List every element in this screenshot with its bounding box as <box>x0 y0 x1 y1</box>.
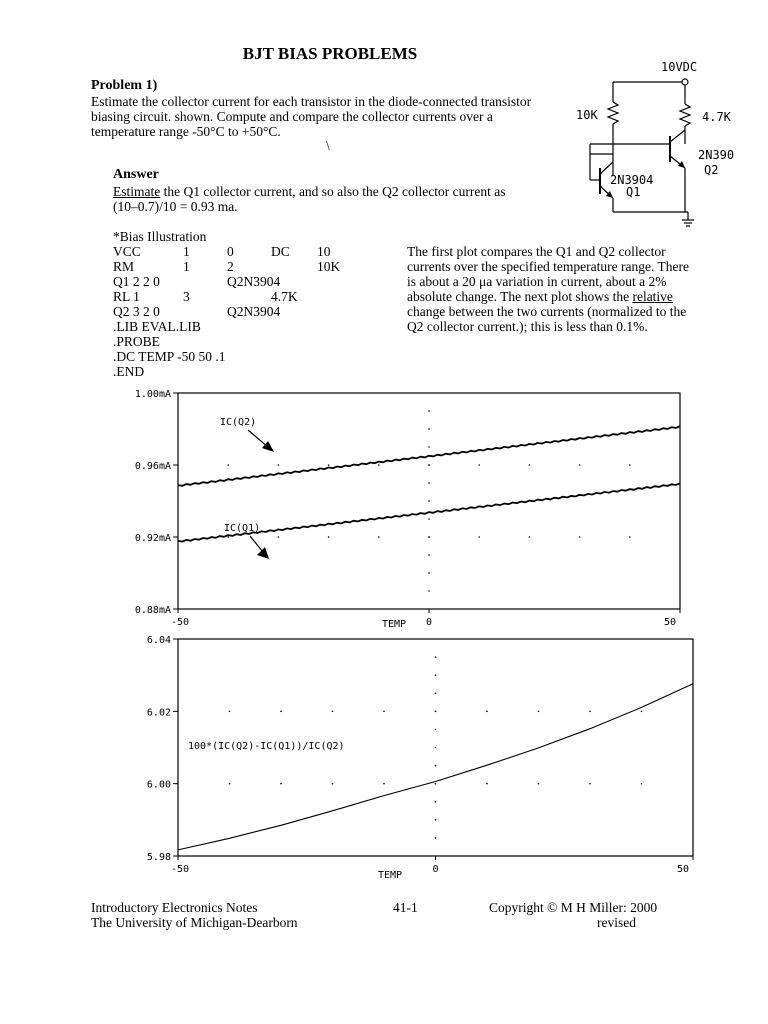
y-tick-label: 0.88mA <box>134 605 171 616</box>
netlist-cell: Q2 3 2 0 <box>113 304 160 319</box>
netlist-cell: RM <box>113 259 135 274</box>
grid-dot <box>227 536 229 538</box>
problem-text <box>91 94 531 139</box>
grid-dot <box>641 711 643 713</box>
footer-copyright: Copyright © M H Miller: 2000 <box>489 900 658 915</box>
x-tick-label: 50 <box>676 864 690 875</box>
series-line <box>178 684 693 850</box>
grid-dot <box>435 711 437 713</box>
grid-dot <box>435 692 437 694</box>
grid-dot <box>378 464 380 466</box>
grid-dot <box>629 464 631 466</box>
q1-part-label: 2N3904 <box>610 173 654 187</box>
netlist-cell: VCC <box>113 244 141 259</box>
grid-dot <box>428 590 430 592</box>
r2-label: 4.7K <box>702 110 731 124</box>
description-line: The first plot compares the Q1 and Q2 collector <box>407 244 666 259</box>
grid-dot <box>229 711 231 713</box>
grid-dot <box>428 572 430 574</box>
grid-dot <box>428 446 430 448</box>
grid-dot <box>280 711 282 713</box>
grid-dot <box>629 536 631 538</box>
grid-dot <box>332 711 334 713</box>
footer-course: Introductory Electronics Notes <box>91 900 258 915</box>
page-title: BJT BIAS PROBLEMS <box>242 44 418 63</box>
netlist-cell: 1 <box>183 259 190 274</box>
grid-dot <box>435 656 437 658</box>
grid-dot <box>428 410 430 412</box>
grid-dot <box>435 801 437 803</box>
description-line: change between the two currents (normalized to the <box>407 304 687 319</box>
grid-dot <box>435 747 437 749</box>
arrow-head-icon <box>257 547 269 559</box>
x-tick-label: 50 <box>663 617 677 628</box>
grid-dot <box>428 464 430 466</box>
grid-dot <box>328 464 330 466</box>
grid-dot <box>428 554 430 556</box>
x-tick-label: -50 <box>170 617 190 628</box>
footer-university: The University of Michigan-Dearborn <box>91 915 298 930</box>
grid-dot <box>538 711 540 713</box>
y-tick-label: 0.96mA <box>134 461 171 472</box>
grid-dot <box>428 536 430 538</box>
stray-mark: \ <box>326 138 330 153</box>
grid-dot <box>328 536 330 538</box>
netlist-cell: 2 <box>227 259 234 274</box>
y-tick-label: 6.00 <box>146 779 171 791</box>
grid-dot <box>227 464 229 466</box>
grid-dot <box>641 783 643 785</box>
grid-dot <box>435 765 437 767</box>
grid-dot <box>435 819 437 821</box>
netlist-cell: 4.7K <box>271 289 298 304</box>
grid-dot <box>589 783 591 785</box>
answer-line: the Q1 collector current, and so also the Q2 collector current as <box>160 184 506 199</box>
netlist-cell: 10K <box>317 259 341 274</box>
grid-dot <box>383 711 385 713</box>
netlist-cell: 3 <box>183 289 190 304</box>
x-axis-label: TEMP <box>377 870 403 881</box>
grid-dot <box>280 783 282 785</box>
grid-dot <box>278 464 280 466</box>
answer-text <box>113 184 506 214</box>
footer-revised: revised <box>597 915 636 930</box>
q1-name-label: Q1 <box>626 185 641 199</box>
netlist-cell: 0 <box>227 244 234 259</box>
netlist-cell: DC <box>271 244 290 259</box>
y-tick-label: 5.98 <box>146 852 171 863</box>
relative-word: relative <box>632 289 673 304</box>
grid-dot <box>478 464 480 466</box>
series-annotation: IC(Q1) <box>224 523 261 534</box>
x-axis-label: TEMP <box>381 619 407 630</box>
netlist-cell: .PROBE <box>113 334 160 349</box>
netlist-cell: .LIB EVAL.LIB <box>113 319 201 334</box>
page-number: 41-1 <box>393 900 418 915</box>
resistor-4k7-icon <box>680 104 690 126</box>
estimate-word: Estimate <box>113 184 161 199</box>
netlist-cell: Q2N3904 <box>227 304 281 319</box>
annotation-arrow <box>250 536 263 552</box>
y-tick-label: 0.92mA <box>134 533 171 544</box>
grid-dot <box>579 464 581 466</box>
supply-label: 10VDC <box>661 60 698 74</box>
grid-dot <box>435 783 437 785</box>
answer-formula: (10–0.7)/10 = 0.93 ma. <box>113 199 238 214</box>
grid-dot <box>428 428 430 430</box>
description-line: absolute change. The next plot shows the <box>407 289 633 304</box>
grid-dot <box>278 536 280 538</box>
problem-heading: Problem 1) <box>91 78 158 93</box>
description-line: is about a 20 μa variation in current, about a 2% <box>407 274 667 289</box>
problem-line: biasing circuit. shown. Compute and compare the collector currents over a <box>91 109 493 124</box>
plot-description <box>407 244 689 334</box>
grid-dot <box>435 729 437 731</box>
grid-dot <box>538 783 540 785</box>
relative-difference-chart <box>110 630 710 885</box>
netlist-cell: RL 1 <box>113 289 140 304</box>
resistor-10k-icon <box>608 102 618 124</box>
q2-part-label: 2N390 <box>698 148 735 162</box>
y-tick-label: 1.00mA <box>134 389 171 400</box>
grid-dot <box>589 711 591 713</box>
netlist-cell: 1 <box>183 244 190 259</box>
grid-dot <box>229 783 231 785</box>
x-tick-label: -50 <box>170 864 190 875</box>
description-line: Q2 collector current.); this is less than 0.1%. <box>407 319 648 334</box>
grid-dot <box>428 482 430 484</box>
circuit-schematic <box>570 56 740 236</box>
grid-dot <box>529 536 531 538</box>
grid-dot <box>428 518 430 520</box>
y-tick-label: 6.04 <box>146 635 171 646</box>
x-tick-label: 0 <box>425 617 433 628</box>
grid-dot <box>383 783 385 785</box>
x-tick-label: 0 <box>432 864 439 875</box>
grid-dot <box>435 674 437 676</box>
grid-dot <box>486 783 488 785</box>
netlist-cell: Q1 2 2 0 <box>113 274 160 289</box>
annotation-arrow <box>248 430 268 447</box>
grid-dot <box>486 711 488 713</box>
series-annotation: 100*(IC(Q2)-IC(Q1))/IC(Q2) <box>188 741 345 752</box>
problem-line: temperature range -50°C to +50°C. <box>91 124 281 139</box>
description-line: currents over the specified temperature range. There <box>407 259 689 274</box>
grid-dot <box>378 536 380 538</box>
grid-dot <box>478 536 480 538</box>
netlist-cell: Q2N3904 <box>227 274 281 289</box>
series-annotation: IC(Q2) <box>220 417 257 428</box>
grid-dot <box>428 500 430 502</box>
grid-dot <box>529 464 531 466</box>
problem-line: Estimate the collector current for each transistor in the diode-connected transistor <box>91 94 532 109</box>
answer-heading: Answer <box>113 167 159 182</box>
grid-dot <box>435 837 437 839</box>
y-tick-label: 6.02 <box>146 707 171 719</box>
footer-left <box>91 900 298 930</box>
r1-label: 10K <box>576 108 598 122</box>
collector-current-chart <box>110 384 700 634</box>
netlist-cell: .END <box>113 364 145 379</box>
grid-dot <box>332 783 334 785</box>
q2-name-label: Q2 <box>704 163 719 177</box>
netlist-cell: .DC TEMP -50 50 .1 <box>113 349 226 364</box>
netlist-header: *Bias Illustration <box>113 229 207 244</box>
grid-dot <box>579 536 581 538</box>
netlist-cell: 10 <box>317 244 331 259</box>
